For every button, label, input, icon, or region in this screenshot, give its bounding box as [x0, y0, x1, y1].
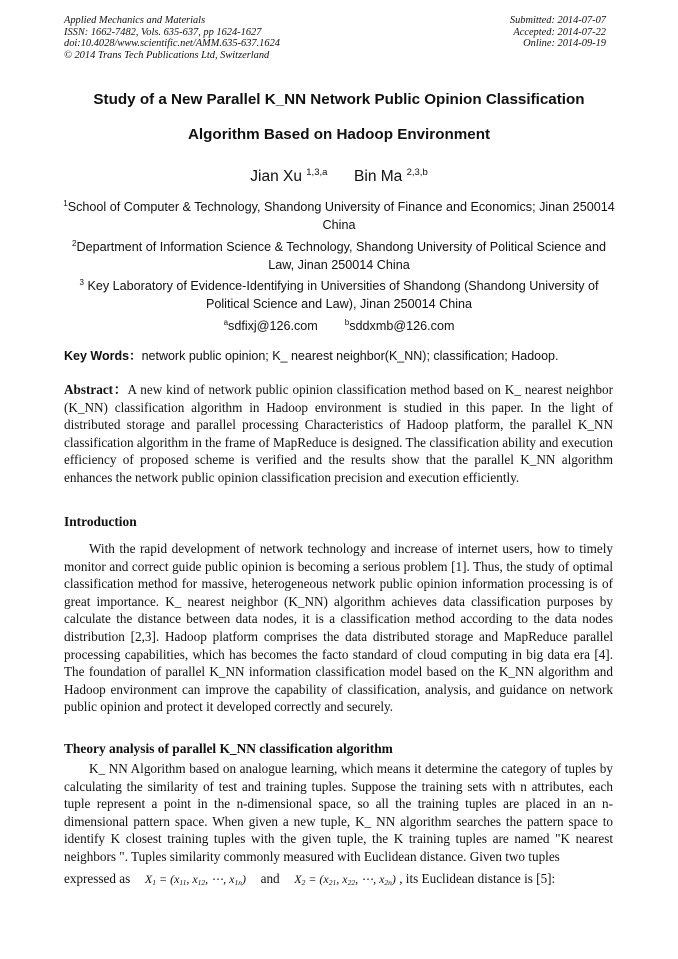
affiliation-1: $^1$School of Computer & Technology, Shandong University of Finance and Economics; Jinan 250014 China — [63, 199, 615, 233]
submission-dates — [510, 15, 606, 50]
section-heading-introduction: Introduction — [64, 514, 137, 529]
journal-doi: doi:10.4028/www.scientific.net/AMM.635-637.1624 — [64, 38, 280, 50]
theory-paragraph: K_ NN Algorithm based on analogue learning, which means it determine the category of tuples by calculating the similarity of test and training tuples. Suppose the training sets with n attributes, each tuple represent a point in the n-dimensional space, so all the training tuples are placed in an n-dimensional pattern space. When given a new tuple, K_ NN algorithm searches the pattern space to identify K closest training tuples with the given tuple, the K training tuples are named "K nearest neighbors ". Tuples similarity commonly measured with Euclidean distance. Given two tuples — [64, 761, 613, 864]
journal-info — [64, 15, 280, 61]
keywords-label: Key Words： — [64, 349, 142, 363]
keywords-text: network public opinion; K_ nearest neighbor(K_NN); classification; Hadoop. — [141, 349, 559, 363]
author-emails: $^a$sdfixj@126.com $^b$sddxmb@126.com — [223, 317, 455, 333]
author-name: Bin Ma — [354, 168, 403, 185]
journal-name: Applied Mechanics and Materials — [64, 15, 206, 26]
equation-line: expressed as $X_1 = (x_{11}$, $x_{12}$, ⋯, $x_{1n}$) and $X_2 = (x_{21}$, $x_{22}$, ⋯, $x_{2n}$) , its Euclidean distance is [5]: — [64, 871, 556, 887]
accepted-date: Accepted: 2014-07-22 — [513, 26, 606, 38]
author-superscript: 2,3,b — [406, 167, 428, 178]
paper-title-line-1: Study of a New Parallel K_NN Network Public Opinion Classification — [93, 91, 585, 108]
abstract-label: Abstract： — [64, 382, 128, 397]
journal-copyright: © 2014 Trans Tech Publications Ltd, Switzerland — [64, 49, 270, 61]
affiliation-2: $^2$Department of Information Science & Technology, Shandong University of Political Science and Law, Jinan 250014 China — [72, 238, 606, 272]
submitted-date: Submitted: 2014-07-07 — [509, 15, 606, 26]
journal-issn: ISSN: 1662-7482, Vols. 635-637, pp 1624-1627 — [64, 26, 262, 38]
section-heading-theory: Theory analysis of parallel K_NN classification algorithm — [64, 741, 393, 756]
email-link[interactable]: sddxmb@126.com — [349, 318, 455, 333]
author-superscript: 1,3,a — [306, 167, 328, 178]
tuple-x1-formula: $X_1 = (x_{11}$, $x_{12}$, ⋯, $x_{1n}$) — [144, 872, 246, 887]
affiliation-3: $^3$ Key Laboratory of Evidence-Identifying in Universities of Shandong (Shandong University of Political Science and Law), Jinan 250014 China — [79, 278, 599, 312]
introduction-paragraph: With the rapid development of network technology and increase of internet users, how to timely monitor and correct guide public opinion is becoming a serious problem [1]. Thus, the study of optimal classification method for massive, heterogeneous network public opinion information processing is of great importance. K_ nearest neighbor (K_NN) algorithm achieves data classification purposes by calculate the distance between data nodes, it is a classification method according to the data nodes distribution [2,3]. Hadoop platform comprises the data distributed storage and MapReduce parallel processing capabilities, which has becomes the facto standard of cloud computing in big data era [4]. The foundation of parallel K_NN information classification model based on the K_NN algorithm and Hadoop environment can improve the capability of classification, analysis, and guidance on network public opinion and protect it developed correctly and securely. — [64, 541, 613, 715]
paper-title-line-2: Algorithm Based on Hadoop Environment — [187, 126, 491, 143]
abstract-text: A new kind of network public opinion classification method based on K_ nearest neighbor (K_NN) classification algorithm in Hadoop environment is studied in this paper. In the light of distributed storage and parallel processing Characteristics of Hadoop platform, the parallel K_NN classification algorithm in the frame of MapReduce is designed. The classification ability and execution efficiency of proposed scheme is verified and the results show that the parallel K_NN algorithm enhances the network public opinion classification precision and execution efficiently. — [64, 382, 613, 485]
tuple-x2-formula: $X_2 = (x_{21}$, $x_{22}$, ⋯, $x_{2n}$) — [294, 872, 396, 887]
author-list — [0, 167, 678, 186]
affiliations — [60, 195, 618, 335]
keywords — [64, 346, 624, 364]
online-date: Online: 2014-09-19 — [523, 38, 606, 50]
abstract — [64, 381, 613, 487]
author-name: Jian Xu — [250, 168, 302, 185]
email-link[interactable]: sdfixj@126.com — [228, 318, 318, 333]
